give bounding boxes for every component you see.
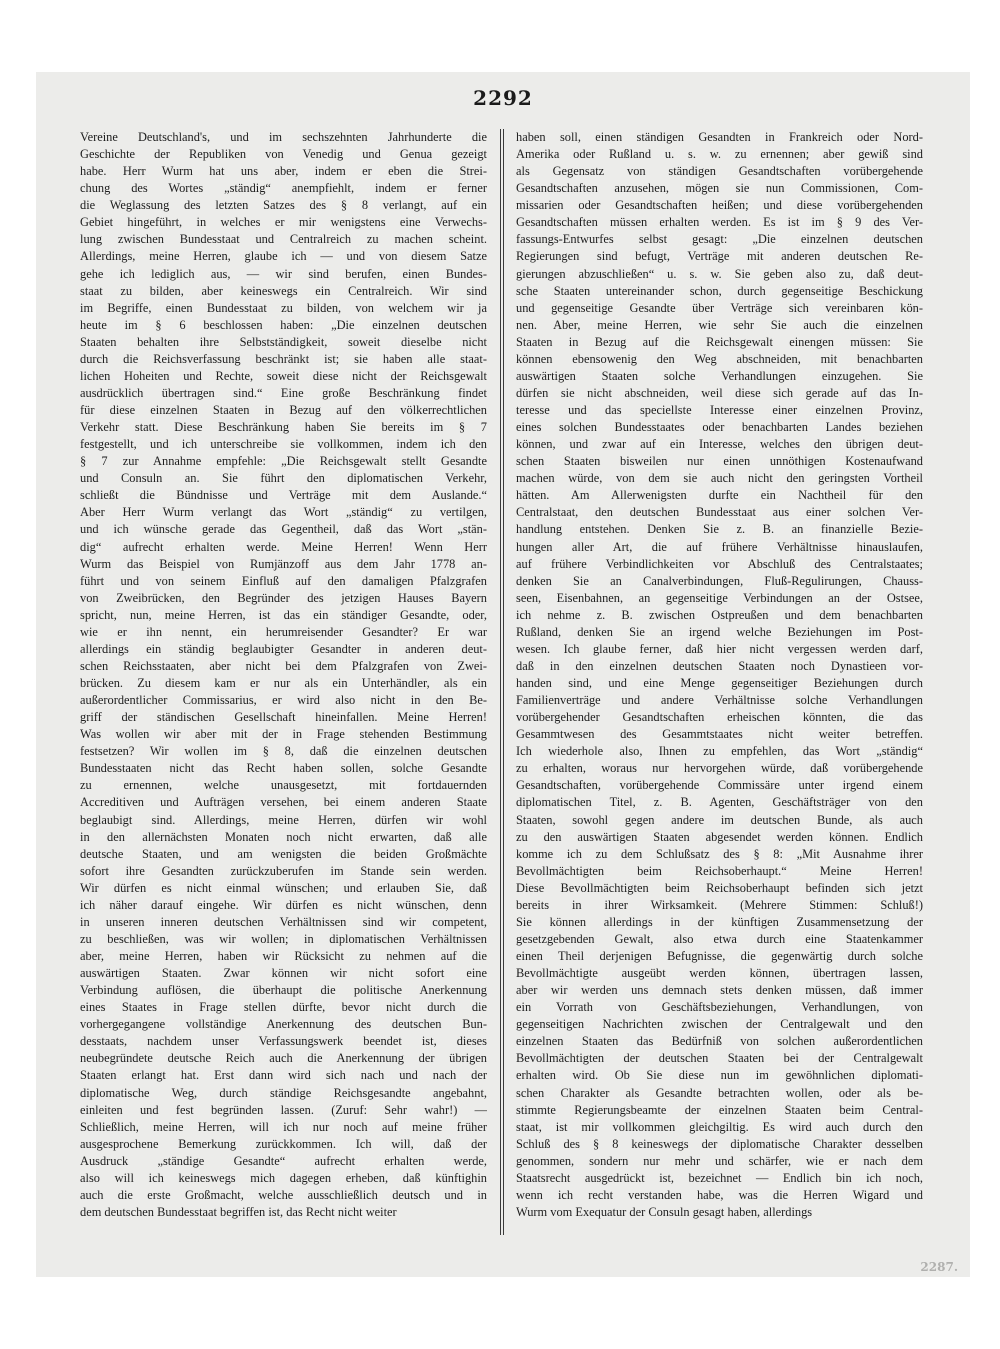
- text-line: auf frühere Verbindlichkeiten vor Abschluß des Centralstaates;: [516, 556, 923, 571]
- text-line: als Gegensatz von ständigen Gesandtschaften vorübergehende: [516, 164, 923, 179]
- page-number: 2292: [473, 86, 533, 110]
- text-line: ausdrücklich übertragen sind.“ Eine große Beschränkung findet: [80, 385, 487, 400]
- text-line: haben soll, einen ständigen Gesandten in Frankreich oder Nord-: [516, 130, 923, 144]
- text-line: können ebensowenig den Weg abschneiden, mit benachbarten: [516, 351, 923, 366]
- text-line: einen Theil derjenigen Befugnisse, die gegenwärtig durch solche: [516, 949, 923, 963]
- text-line: gesetzgebenden Gewalt, also etwa durch eine Staatenkammer: [516, 931, 923, 946]
- text-line: für diese einzelnen Staaten in Bezug auf den völkerrechtlichen: [80, 403, 487, 417]
- text-line: Schließlich, meine Herren, will ich nur noch auf meine früher: [80, 1119, 487, 1134]
- text-line: führt und von seinem Einfluß auf den damaligen Pfalzgrafen: [80, 573, 487, 588]
- text-line: festsetzen? Wir wollen im § 8, daß die einzelnen deutschen: [80, 744, 487, 759]
- text-line: Accreditiven und Aufträgen versehen, bei einem anderen Staate: [80, 795, 487, 810]
- text-line: Ausdruck „ständige Gesandte“ aufrecht erhalten werde,: [80, 1153, 487, 1168]
- text-line: Schluß des § 8 keineswegs der diplomatische Charakter desselben: [516, 1136, 923, 1151]
- text-line: staat, ist mir vollkommen gleichgiltig. Es wird auch durch den: [516, 1119, 923, 1134]
- text-line: fassungs-Entwurfes selbst gesagt: „Die einzelnen deutschen: [516, 232, 923, 247]
- text-column-left: [80, 129, 487, 1221]
- text-line: Rußland, denken Sie an irgend welche Beziehungen im Post-: [516, 624, 923, 639]
- text-line: lung zwischen Bundesstaat und Centralreich zu machen scheint.: [80, 232, 487, 247]
- text-line: Staaten, sowohl gegen andere im deutschen Bunde, als auch: [516, 812, 923, 827]
- text-line: Sie können allerdings in der künftigen Zusammensetzung der: [516, 914, 923, 929]
- text-line: hungen aller Art, die auf frühere Verhältnisse hinauslaufen,: [516, 539, 923, 554]
- text-line: ich nehme z. B. zwischen Ostpreußen und dem benachbarten: [516, 607, 923, 622]
- text-line: wenn ich recht verstanden habe, was die Herren Wigard und: [516, 1187, 923, 1202]
- text-line: Staaten in Bezug auf die Reichsgewalt einengen müssen: Sie: [516, 334, 923, 349]
- text-line: Staaten erlangt hat. Erst dann wird sich nach und nach der: [80, 1068, 487, 1083]
- text-line: und Consuln an. Sie führt den diplomatischen Verkehr,: [80, 471, 487, 486]
- text-line: also will ich keineswegs mich dagegen erheben, daß künftighin: [80, 1170, 487, 1185]
- text-line: deutsche Staaten, und am wenigsten die beiden Großmächte: [80, 846, 487, 861]
- text-line: vorhergegangene vollständige Anerkennung des deutschen Bun-: [80, 1017, 487, 1032]
- text-line: neubegründete deutsche Reich auch die Anerkennung der übrigen: [80, 1051, 487, 1066]
- text-line: habe. Herr Wurm hat uns aber, indem er eben die Strei-: [80, 164, 487, 179]
- text-line: können, und zwar auf ein Interesse, welches den übrigen deut-: [516, 437, 923, 452]
- text-line: wesen. Ich glaube ferner, daß hier nicht vergessen werden darf,: [516, 641, 923, 656]
- text-line: in den allernächsten Monaten noch nicht erwarten, daß alle: [80, 829, 487, 844]
- text-line: schen Charakter als Gesandte betrachten wollen, oder als be-: [516, 1085, 923, 1100]
- text-line: ausgesprochene Bemerkung zurückkommen. Ich will, daß der: [80, 1136, 487, 1151]
- text-line: dem deutschen Bundesstaat begriffen ist, das Recht nicht weiter: [80, 1204, 397, 1219]
- text-line: missarien oder Gesandtschaften heißen; und diese vorübergehenden: [516, 198, 923, 213]
- text-line: schen Staaten bisweilen nur einen unnöthigen Kostenaufwand: [516, 454, 923, 469]
- text-line: allerdings ein ständig beglaubigter Gesandter in anderen deut-: [80, 641, 487, 656]
- text-line: Wurm das Beispiel von Rumjänzoff aus dem Jahr 1778 an-: [80, 556, 487, 571]
- text-line: lichen Hoheiten und Rechte, soweit diese nicht der Reichsgewalt: [80, 368, 487, 383]
- text-line: Diese Bevollmächtigten beim Reichsoberhaupt befinden sich jetzt: [516, 880, 923, 895]
- text-line: komme ich zu dem Schlußsatz des § 8: „Mit Ausnahme ihrer: [516, 846, 923, 861]
- text-line: schließt die Bündnisse und Verträge mit dem Auslande.“: [80, 488, 487, 503]
- text-line: von Zweibrücken, den Begründer des jetzigen Hauses Bayern: [80, 590, 487, 605]
- text-line: Gesandtschaften anzusehen, mögen sie nun Commissionen, Com-: [516, 181, 923, 196]
- text-line: Amerika oder Rußland u. s. w. zu ernennen; aber gewiß sind: [516, 147, 923, 162]
- text-line: Centralstaat, den deutschen Bundesstaat aus einer solchen Ver-: [516, 505, 923, 520]
- text-line: Staaten behalten ihre Selbstständigkeit, soweit dieselbe nicht: [80, 334, 487, 349]
- text-line: § 7 zur Annahme empfehle: „Die Reichsgewalt stellt Gesandte: [80, 454, 487, 469]
- text-line: vorübergehender Gesandtschaften erheischen könnten, die das: [516, 710, 923, 725]
- text-line: im Begriffe, einen Bundesstaat zu bilden, von welchem wir ja: [80, 300, 487, 315]
- text-line: desstaats, nachdem unser Verfassungswerk beendet ist, dieses: [80, 1034, 487, 1049]
- text-line: chung des Wortes „ständig“ anempfiehlt, indem er ferner: [80, 181, 487, 196]
- text-line: Gesammtwesen des Gesammtstaates nicht weiter betreffen.: [516, 727, 923, 742]
- text-line: zu den auswärtigen Staaten abgesendet werden können. Endlich: [516, 829, 923, 844]
- text-line: genommen, sondern nur mehr und schärfer, wie er nach dem: [516, 1153, 923, 1168]
- text-line: Gebiet hingeführt, in welches er mir wenigstens eine Verwechs-: [80, 215, 487, 230]
- text-line: Gesandtschaften, vorübergehende Commissäre unter irgend einem: [516, 778, 923, 793]
- text-line: einleiten und fest begründen lassen. (Zuruf: Sehr wahr!) —: [80, 1102, 487, 1117]
- text-line: und ich wünsche gerade das Gegentheil, daß das Wort „stän-: [80, 522, 487, 537]
- text-line: Was wollen wir aber mit der in Frage stehenden Bestimmung: [80, 727, 487, 742]
- text-line: daß in den einzelnen deutschen Staaten noch Dynastieen vor-: [516, 658, 923, 673]
- text-line: diplomatischen Titel, z. B. Agenten, Geschäftsträger von den: [516, 795, 923, 810]
- text-line: Wir dürfen es nicht einmal wünschen; und erlauben Sie, daß: [80, 880, 487, 895]
- text-line: die Weglassung des letzten Satzes des § 8 verlangt, auf ein: [80, 198, 487, 213]
- text-line: brücken. Zu diesem kam er nur als ein Unterhändler, als ein: [80, 676, 487, 690]
- text-line: aber wir werden uns demnach stets denken müssen, daß immer: [516, 983, 923, 998]
- text-line: diplomatische Weg, durch ständige Reichsgesandte angebahnt,: [80, 1085, 487, 1100]
- text-line: handen sind, und eine Menge gegenseitiger Beziehungen durch: [516, 676, 923, 690]
- text-line: erhalten wird. Ob Sie diese nun im gewöhnlichen diplomati-: [516, 1068, 923, 1083]
- text-line: sche Staaten untereinander schon, durch gegenseitige Beschickung: [516, 283, 923, 298]
- text-line: außerordentlicher Commissarius, er wird also nicht in den Be-: [80, 693, 487, 708]
- text-line: Allerdings, meine Herren, glaube ich — und von diesem Satze: [80, 249, 487, 264]
- text-line: stimmte Regierungsbeamte der einzelnen Staaten beim Central-: [516, 1102, 923, 1117]
- text-line: denken Sie an Canalverbindungen, Fluß-Regulirungen, Chauss-: [516, 573, 923, 588]
- text-column-right: [516, 129, 923, 1221]
- text-line: seen, Eisenbahnen, an gegenseitige Verbindungen an der Ostsee,: [516, 590, 923, 605]
- text-line: dig“ aufrecht erhalten werde. Meine Herren! Wenn Herr: [80, 539, 487, 554]
- text-line: teresse und das speciellste Interesse einer einzelnen Provinz,: [516, 403, 923, 417]
- text-line: ich näher darauf eingehe. Wir dürfen es nicht wünschen, denn: [80, 897, 487, 912]
- text-line: Bevollmächtigten der deutschen Staaten bei der Centralgewalt: [516, 1051, 923, 1066]
- text-line: Familienverträge und andere Verhältnisse solche Verhandlungen: [516, 693, 923, 708]
- text-line: auch die erste Großmacht, welche ausschließlich deutsch und in: [80, 1187, 487, 1202]
- text-line: gegenseitigen Nachrichten zwischen der Centralgewalt und den: [516, 1017, 923, 1032]
- text-line: bereits in ihrer Wirksamkeit. (Mehrere Stimmen: Schluß!): [516, 897, 923, 912]
- text-line: dürfen sie nicht abschneiden, weil diese sich gerade auf das In-: [516, 385, 923, 400]
- text-line: heute im § 6 beschlossen haben: „Die einzelnen deutschen: [80, 317, 487, 332]
- text-line: Verkehr statt. Diese Beschränkung haben Sie bereits im § 7: [80, 420, 487, 435]
- newspaper-page: [36, 72, 970, 1277]
- bleed-through-page-number: 2287.: [920, 1260, 958, 1274]
- text-line: machen würde, von dem sie auch nicht den geringsten Vortheil: [516, 471, 923, 486]
- text-line: hätten. Am Allerwenigsten durfte ein Nachtheil für den: [516, 488, 923, 503]
- text-line: Aber Herr Wurm verlangt das Wort „ständig“ zu vertilgen,: [80, 505, 487, 520]
- text-line: in unseren inneren deutschen Verhältnissen sind wir competent,: [80, 914, 487, 929]
- text-line: festgestellt, und ich unterschreibe sie vollkommen, indem ich den: [80, 437, 487, 452]
- text-line: und gegenseitige Gesandte über Verträge sich vereinbaren kön-: [516, 300, 923, 315]
- text-line: sofort ihre Gesandten zurückzuberufen im Stande sein werden.: [80, 863, 487, 878]
- text-line: griff der ständischen Gesellschaft hineinfallen. Meine Herren!: [80, 710, 487, 725]
- text-line: Bundesstaaten nicht das Recht haben sollen, solche Gesandte: [80, 761, 487, 776]
- text-line: Verbindung auflösen, die überhaupt die politische Anerkennung: [80, 983, 487, 998]
- text-line: zu beschließen, was wir wollen; in diplomatischen Verhältnissen: [80, 931, 487, 946]
- text-line: Geschichte der Republiken von Venedig und Genua gezeigt: [80, 147, 487, 162]
- text-line: Wurm vom Exequatur der Consuln gesagt haben, allerdings: [516, 1204, 813, 1219]
- text-line: durch die Reichsverfassung beschränkt ist; sie haben alle staat-: [80, 351, 487, 366]
- text-line: Ich wiederhole also, Ihnen zu empfehlen, das Wort „ständig“: [516, 744, 923, 759]
- text-line: Regierungen sind befugt, Verträge mit anderen deutschen Re-: [516, 249, 923, 264]
- text-line: schen Reichsstaaten, aber nicht bei dem Pfalzgrafen von Zwei-: [80, 658, 487, 673]
- text-line: einzelnen Staaten das Bedürfniß von solchen außerordentlichen: [516, 1034, 923, 1049]
- text-line: ein Vorrath von Geschäftsbeziehungen, Verhandlungen, von: [516, 1000, 923, 1015]
- text-line: Bevollmächtigte ausgeübt werden können, übertragen lassen,: [516, 966, 923, 981]
- text-line: auswärtigen Staaten solche Verhandlungen einzugehen. Sie: [516, 368, 923, 383]
- text-line: Vereine Deutschland's, und im sechszehnten Jahrhunderte die: [80, 130, 487, 144]
- text-line: nen. Aber, meine Herren, wie sehr Sie auch die einzelnen: [516, 317, 923, 332]
- text-line: gierungen abzuschließen“ u. s. w. Sie geben also zu, daß deut-: [516, 266, 923, 281]
- text-line: wie er ihn nennt, ein herumreisender Gesandter? Er war: [80, 624, 487, 639]
- text-line: Gesandtschaften müssen erhalten werden. Es ist im § 9 des Ver-: [516, 215, 923, 230]
- text-line: eines Staates in Frage stellen dürfte, bevor nicht durch die: [80, 1000, 487, 1015]
- text-line: Bevollmächtigten beim Reichsoberhaupt.“ Meine Herren!: [516, 863, 923, 878]
- text-line: Staatsrecht ausgedrückt ist, bezeichnet — Endlich bin ich noch,: [516, 1170, 923, 1185]
- text-line: zu ernennen, welche unausgesetzt, mit fortdauernden: [80, 778, 487, 793]
- text-line: auswärtigen Staaten. Zwar können wir nicht sofort eine: [80, 966, 487, 981]
- text-line: zu erhalten, woraus nur hervorgehen würde, daß vorübergehende: [516, 761, 923, 776]
- text-line: staat zu bilden, aber keineswegs ein Centralreich. Wir sind: [80, 283, 487, 298]
- text-line: handlung entstehen. Denken Sie z. B. an finanzielle Bezie-: [516, 522, 923, 537]
- column-divider: [500, 129, 504, 1235]
- text-line: beglaubigt sind. Allerdings, meine Herren, dürfen wir wohl: [80, 812, 487, 827]
- text-line: eines solchen Bundesstaates oder benachbarten Landes beziehen: [516, 420, 923, 435]
- text-line: gehe ich lediglich aus, — wir sind berufen, einen Bundes-: [80, 266, 487, 281]
- text-line: spricht, nun, meine Herren, ist das ein ständiger Gesandte, oder,: [80, 607, 487, 622]
- text-line: aber, meine Herren, haben wir Rücksicht zu nehmen auf die: [80, 949, 487, 963]
